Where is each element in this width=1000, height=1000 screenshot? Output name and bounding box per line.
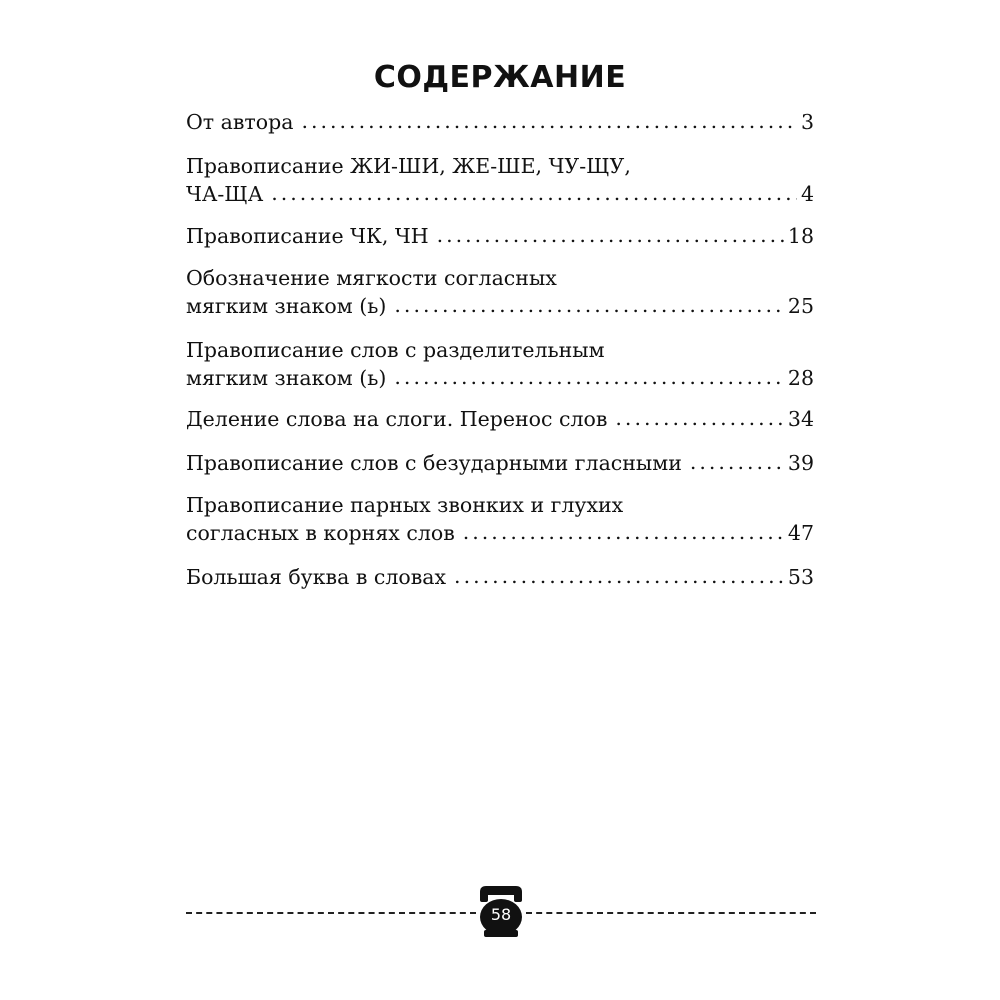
toc-entry-title-line: Обозначение мягкости согласных	[186, 266, 557, 290]
page-title: СОДЕРЖАНИЕ	[373, 60, 627, 95]
toc-page-number: 4	[800, 182, 814, 206]
toc-page-number: 39	[787, 451, 814, 475]
toc-entry-title: Деление слова на слоги. Перенос слов	[186, 407, 608, 431]
page-footer	[186, 880, 816, 940]
toc-page-number: 18	[787, 224, 814, 248]
dot-leader	[301, 107, 796, 135]
toc-page-number: 28	[787, 366, 814, 390]
toc-page-number: 25	[787, 294, 814, 318]
toc-entry-title-line: Правописание слов с разделительным	[186, 338, 605, 362]
dot-leader	[690, 448, 784, 476]
toc-entry-row	[186, 364, 814, 392]
toc-entry[interactable]	[186, 405, 814, 433]
toc-entry-title-continued: мягким знаком (ь)	[186, 366, 387, 390]
toc-entry[interactable]	[186, 449, 814, 477]
dot-leader	[615, 404, 784, 432]
toc-entry-title: Правописание слов с безударными гласными	[186, 451, 682, 475]
toc-entry[interactable]	[186, 222, 814, 250]
footer-dashed-rule-left	[186, 912, 476, 914]
toc-entry-title: Большая буква в словах	[186, 565, 447, 589]
toc-entry[interactable]	[186, 108, 814, 136]
toc-entry[interactable]	[186, 491, 814, 547]
toc-entry[interactable]	[186, 563, 814, 591]
toc-entry[interactable]	[186, 336, 814, 392]
dot-leader	[463, 518, 784, 546]
toc-entry[interactable]	[186, 152, 814, 208]
toc-entry-row	[186, 405, 814, 433]
toc-entry-title-line: Правописание парных звонких и глухих	[186, 493, 624, 517]
toc-entry-row	[186, 180, 814, 208]
footer-dashed-rule-right	[526, 912, 816, 914]
toc-entry-title: Правописание ЧК, ЧН	[186, 224, 429, 248]
dot-leader	[394, 291, 784, 319]
toc-entry-title-continued: ЧА-ЩА	[186, 182, 264, 206]
dot-leader	[437, 221, 784, 249]
dot-leader	[394, 363, 784, 391]
page-number: 58	[490, 905, 512, 924]
toc-entry-title-line: Правописание ЖИ-ШИ, ЖЕ-ШЕ, ЧУ-ЩУ,	[186, 154, 631, 178]
toc-page-number: 3	[800, 110, 814, 134]
toc-entry-row	[186, 563, 814, 591]
toc-entry-row	[186, 449, 814, 477]
toc-entry[interactable]	[186, 264, 814, 320]
toc-entry-row	[186, 519, 814, 547]
toc-entry-title-continued: согласных в корнях слов	[186, 521, 455, 545]
toc-page-number: 53	[787, 565, 814, 589]
toc-page-number: 47	[787, 521, 814, 545]
toc-entry-title: От автора	[186, 110, 294, 134]
dot-leader	[271, 179, 797, 207]
toc-entry-row	[186, 292, 814, 320]
toc-entry-row	[186, 222, 814, 250]
toc-entry-row	[186, 108, 814, 136]
toc-page-number: 34	[787, 407, 814, 431]
dot-leader	[454, 562, 784, 590]
kettlebell-icon	[478, 882, 524, 938]
toc-entry-title-continued: мягким знаком (ь)	[186, 294, 387, 318]
